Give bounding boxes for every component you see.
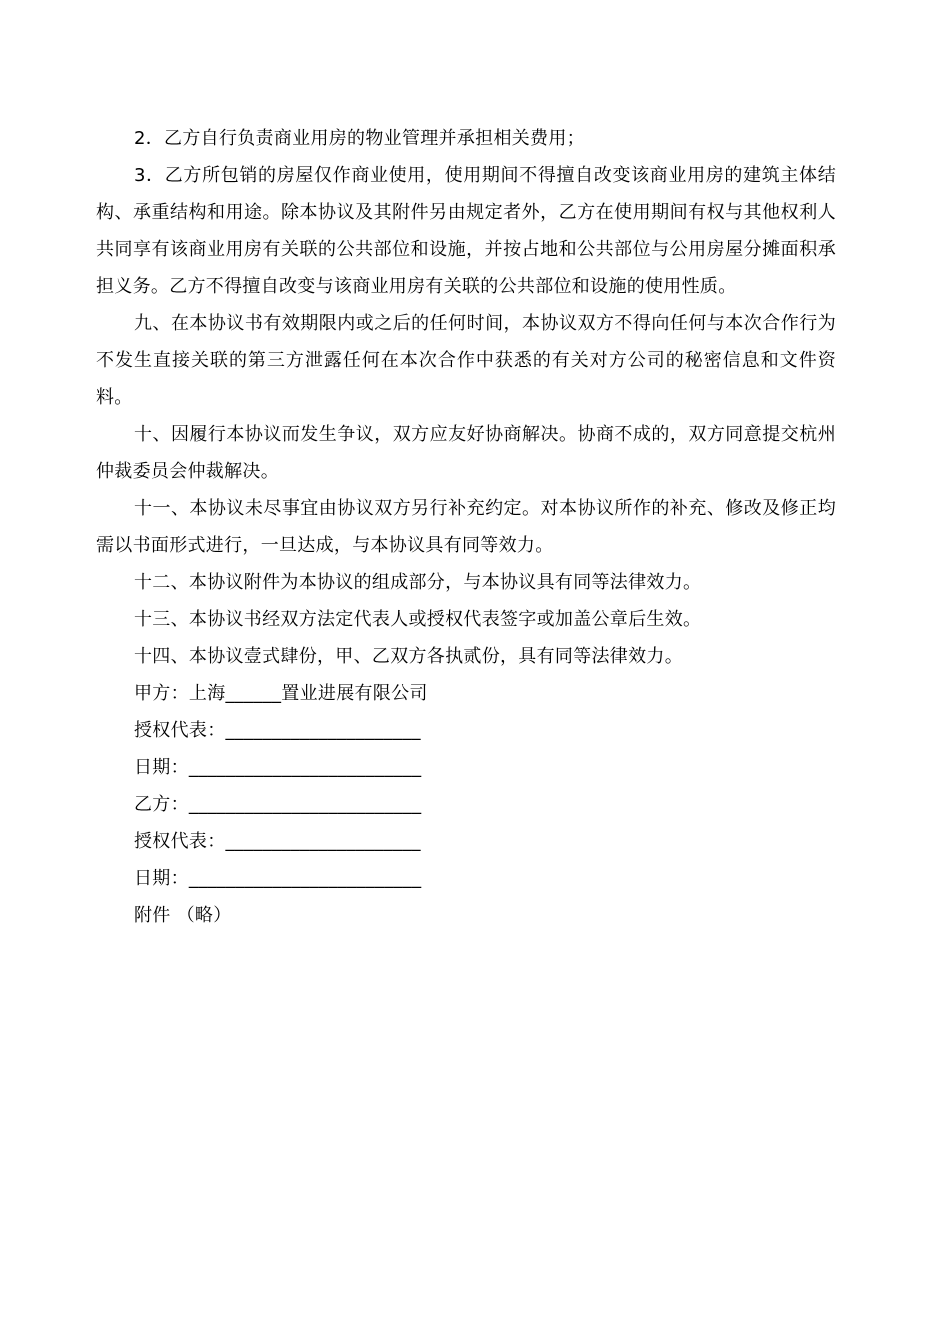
attachment-note: 附件 （略） [134, 905, 232, 926]
party-b-representative-line: 授权代表：_____________________ [134, 831, 421, 852]
clause-13: 十三、本协议书经双方法定代表人或授权代表签字或加盖公章后生效。 [134, 609, 702, 630]
clause-9: 九、在本协议书有效期限内或之后的任何时间，本协议双方不得向任何与本次合作行为不发生直接关联的第三方泄露任何在本次合作中获悉的有关对方公司的秘密信息和文件资料。 [96, 313, 836, 408]
party-a-representative-line: 授权代表：_____________________ [134, 720, 421, 741]
party-a-date-line: 日期：_________________________ [134, 757, 422, 778]
clause-12: 十二、本协议附件为本协议的组成部分，与本协议具有同等法律效力。 [134, 572, 702, 593]
clause-8-item-3: 3．乙方所包销的房屋仅作商业使用，使用期间不得擅自改变该商业用房的建筑主体结构、承重结构和用途。除本协议及其附件另由规定者外，乙方在使用期间有权与其他权利人共同享有该商业用房有关联的公共部位和设施，并按占地和公共部位与公用房屋分摊面积承担义务。乙方不得擅自改变与该商业用房有关联的公共部位和设施的使用性质。 [96, 165, 836, 297]
party-b-date-line: 日期：_________________________ [134, 868, 422, 889]
clause-14: 十四、本协议壹式肆份，甲、乙双方各执贰份，具有同等法律效力。 [134, 646, 683, 667]
party-a-line: 甲方：上海______置业进展有限公司 [134, 683, 428, 704]
clause-11: 十一、本协议未尽事宜由协议双方另行补充约定。对本协议所作的补充、修改及修正均需以书面形式进行，一旦达成，与本协议具有同等效力。 [96, 498, 836, 556]
clause-8-item-2: 2．乙方自行负责商业用房的物业管理并承担相关费用； [134, 128, 585, 149]
clause-10: 十、因履行本协议而发生争议，双方应友好协商解决。协商不成的，双方同意提交杭州仲裁委员会仲裁解决。 [96, 424, 836, 482]
document-body [96, 120, 836, 934]
party-b-line: 乙方：_________________________ [134, 794, 422, 815]
